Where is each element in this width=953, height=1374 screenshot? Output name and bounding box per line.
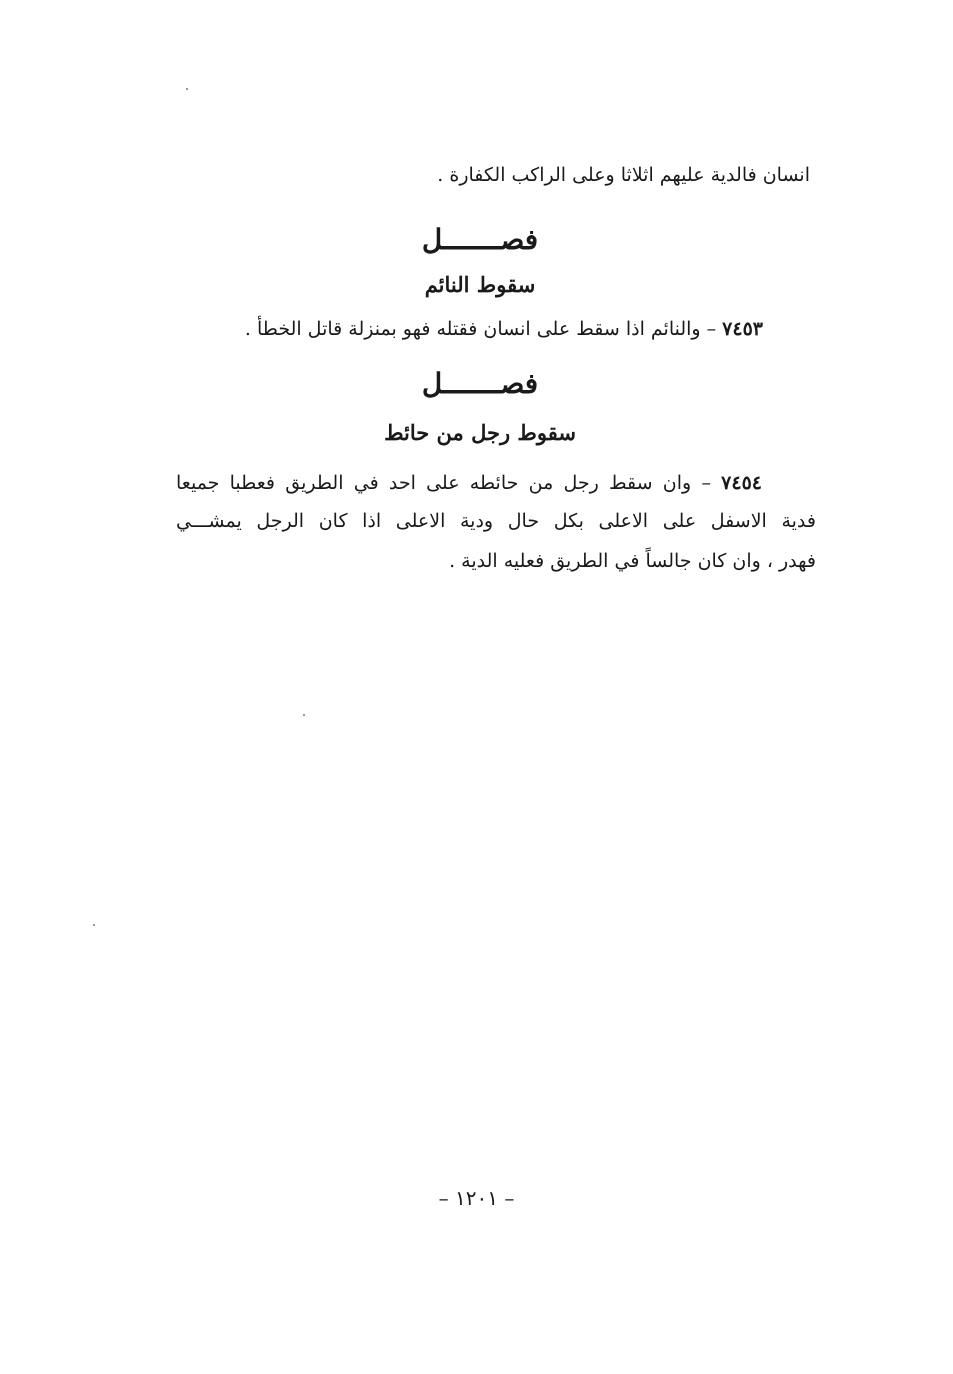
section-heading xyxy=(380,222,580,258)
section-heading-text: فصـــــــل xyxy=(421,223,539,256)
section-subtitle-text: سقوط النائم xyxy=(424,272,536,297)
paragraph-text: فدية الاسفل على الاعلى بكل حال ودية الاعلى اذا كان الرجل يمشـــي xyxy=(176,510,816,532)
page-number-text: – ١٢٠١ – xyxy=(438,1186,515,1210)
paragraph-text: فهدر ، وان كان جالساً في الطريق فعليه الدية . xyxy=(449,550,816,572)
section-subtitle-text: سقوط رجل من حائط xyxy=(384,420,576,445)
section-subtitle xyxy=(340,418,620,448)
scan-speck xyxy=(303,714,305,716)
paragraph-line xyxy=(380,546,816,576)
page-number xyxy=(0,1184,953,1212)
continuation-text: انسان فالدية عليهم اثلاثا وعلى الراكب الكفارة . xyxy=(437,164,810,186)
section-heading-text: فصـــــــل xyxy=(421,367,539,400)
section-subtitle xyxy=(380,270,580,300)
paragraph-number: ٧٤٥٣ xyxy=(722,318,763,340)
paragraph-text: – والنائم اذا سقط على انسان فقتله فهو بمنزلة قاتل الخطأ . xyxy=(244,318,723,340)
paragraph-text: – وان سقط رجل من حائطه على احد في الطريق فعطبا جميعا xyxy=(176,472,722,494)
continuation-line xyxy=(380,160,810,190)
paragraph-line xyxy=(178,314,763,344)
section-heading xyxy=(380,366,580,402)
paragraph-line xyxy=(176,506,816,536)
paragraph-line xyxy=(176,468,762,498)
scan-speck xyxy=(93,924,95,926)
paragraph-number: ٧٤٥٤ xyxy=(721,472,762,494)
scan-speck xyxy=(186,88,188,90)
